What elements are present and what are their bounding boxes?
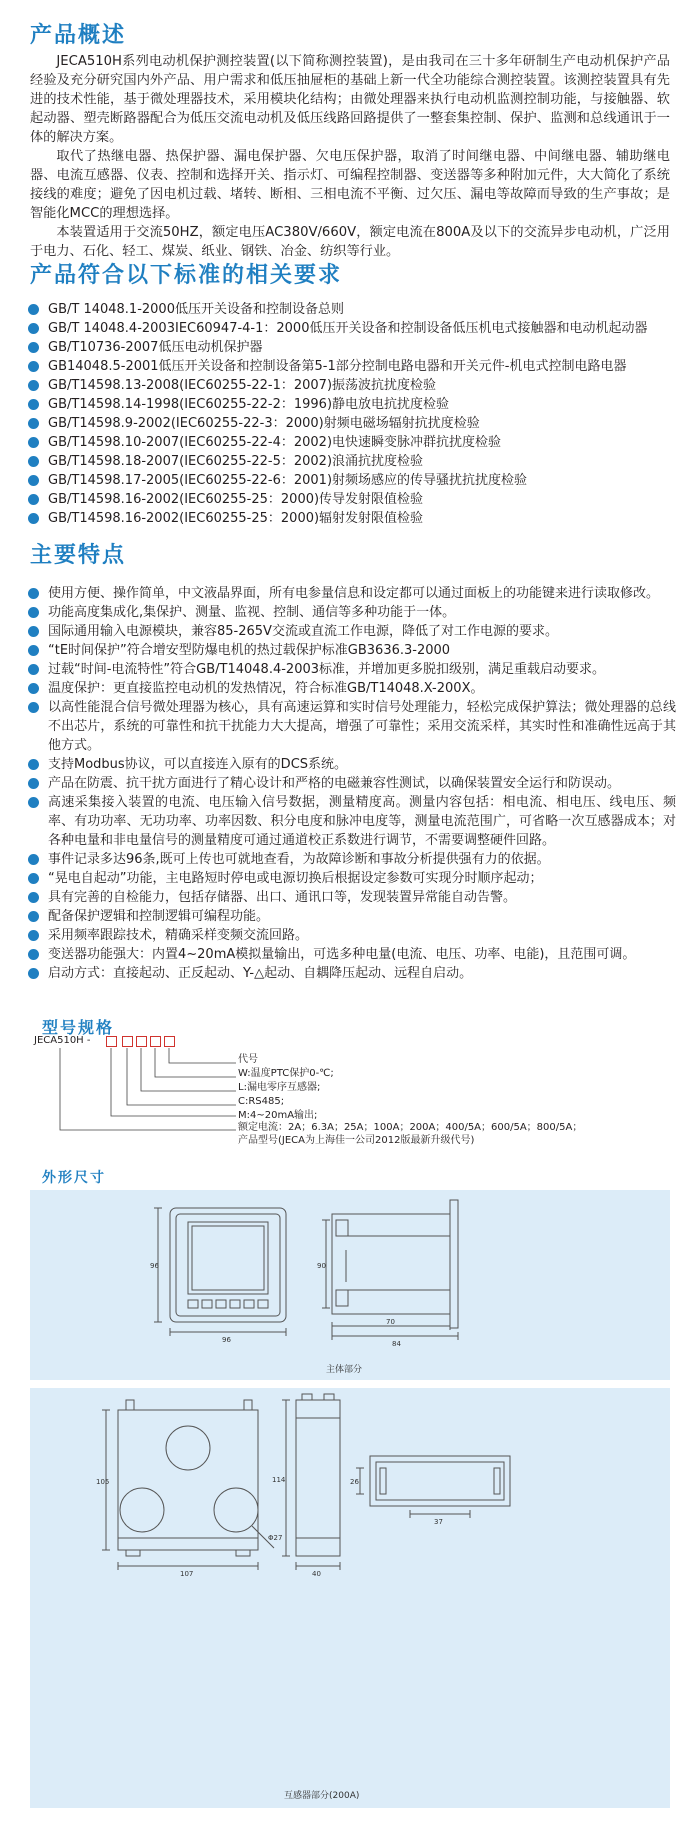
bullet-icon bbox=[28, 645, 39, 656]
bullet-icon bbox=[28, 968, 39, 979]
bullet-text: GB/T14598.16-2002(IEC60255-25：2000)传导发射限值检验 bbox=[48, 492, 424, 507]
bullet-icon bbox=[28, 513, 39, 524]
ct-drawing bbox=[30, 1388, 670, 1788]
bullet-text: 具有完善的自检能力，包括存储器、出口、通讯口等，发现装置异常能自动告警。 bbox=[48, 890, 517, 905]
bullet-icon bbox=[28, 437, 39, 448]
bullet-item bbox=[26, 622, 676, 641]
bullet-icon bbox=[28, 418, 39, 429]
dim-front-width: 96 bbox=[222, 1336, 231, 1344]
bullet-icon bbox=[28, 494, 39, 505]
bullet-item bbox=[26, 660, 676, 679]
dim-side-depth-2: 84 bbox=[392, 1340, 401, 1348]
bullet-text: GB/T14598.17-2005(IEC60255-22-6：2001)射频场感应的传导骚扰抗扰度检验 bbox=[48, 473, 528, 488]
bullet-item bbox=[26, 471, 676, 490]
bullet-text: 高速采集接入装置的电流、电压输入信号数据，测量精度高。测量内容包括：相电流、相电压、线电压、频率、有功功率、无功功率、功率因数、积分电度和脉冲电度等，测量电流范围广，可省略一次互感器成本；对各种电量和非电量信号的测量精度可通过通道校正系数进行调节，不需要调整硬件回路。 bbox=[48, 795, 676, 848]
dim-ct-end-width: 37 bbox=[434, 1518, 443, 1526]
bullet-icon bbox=[28, 607, 39, 618]
bullet-item bbox=[26, 907, 676, 926]
bullet-text: GB/T14598.13-2008(IEC60255-22-1：2007)振荡波抗扰度检验 bbox=[48, 378, 437, 393]
bullet-icon bbox=[28, 911, 39, 922]
bullet-item bbox=[26, 509, 676, 528]
overview-paragraph-3: 本装置适用于交流50HZ，额定电压AC380V/660V，额定电流在800A及以下的交流异步电动机，广泛用于电力、石化、轻工、煤炭、纸业、钢铁、冶金、纺织等行业。 bbox=[30, 225, 670, 259]
bullet-icon bbox=[28, 683, 39, 694]
dim-ct-side-width: 40 bbox=[312, 1570, 321, 1578]
bullet-icon bbox=[28, 304, 39, 315]
bullet-item bbox=[26, 452, 676, 471]
main-body-drawing-panel bbox=[30, 1190, 670, 1380]
bullet-text: GB/T14598.18-2007(IEC60255-22-5：2002)浪涌抗扰度检验 bbox=[48, 454, 424, 469]
dim-ct-hole: Φ27 bbox=[268, 1534, 283, 1542]
bullet-icon bbox=[28, 797, 39, 808]
dim-side-height: 90 bbox=[317, 1262, 326, 1270]
bullet-item bbox=[26, 793, 676, 850]
bullet-icon bbox=[28, 873, 39, 884]
bullet-icon bbox=[28, 361, 39, 372]
dim-ct-side-height: 114 bbox=[272, 1476, 286, 1484]
bullet-text: 支持Modbus协议，可以直接连入原有的DCS系统。 bbox=[48, 757, 348, 772]
bullet-text: 事件记录多达96条,既可上传也可就地查看，为故障诊断和事故分析提供强有力的依据。 bbox=[48, 852, 550, 867]
model-legend-line: C:RS485; bbox=[238, 1096, 285, 1107]
overview-paragraph-2: 取代了热继电器、热保护器、漏电保护器、欠电压保护器，取消了时间继电器、中间继电器、辅助继电器、电流互感器、仪表、控制和选择开关、指示灯、可编程控制器、变送器等多种附加元件，大大简化了系统接线的难度；避免了因电机过载、堵转、断相、三相电流不平衡、过欠压、漏电等故障而导致的生产事故；是智能化MCC的理想选择。 bbox=[30, 149, 670, 221]
main-body-caption: 主体部分 bbox=[326, 1365, 363, 1375]
bullet-item bbox=[26, 888, 676, 907]
model-prefix: JECA510H - bbox=[34, 1035, 91, 1046]
bullet-item bbox=[26, 584, 676, 603]
dim-ct-width: 107 bbox=[180, 1570, 194, 1578]
bullet-item bbox=[26, 319, 676, 338]
bullet-text: GB/T 14048.4-2003IEC60947-4-1：2000低压开关设备和控制设备低压机电式接触器和电动机起动器 bbox=[48, 321, 648, 336]
bullet-text: 温度保护：更直接监控电动机的发热情况，符合标准GB/T14048.X-200X。 bbox=[48, 681, 484, 696]
bullet-text: “晃电自起动”功能，主电路短时停电或电源切换后根据设定参数可实现分时顺序起动； bbox=[48, 871, 543, 886]
bullet-item bbox=[26, 698, 676, 755]
bullet-item bbox=[26, 850, 676, 869]
bullet-text: 配备保护逻辑和控制逻辑可编程功能。 bbox=[48, 909, 270, 924]
bullet-item bbox=[26, 490, 676, 509]
bullet-item bbox=[26, 603, 676, 622]
bullet-icon bbox=[28, 342, 39, 353]
overview-paragraph-1: JECA510H系列电动机保护测控装置(以下简称测控装置)，是由我司在三十多年研制生产电动机保护产品经验及充分研究国内外产品、用户需求和低压抽屉柜的基础上新一代全功能综合测控装置。该测控装置具有先进的技术性能，基于微处理器技术，采用模块化结构；由微处理器来执行电动机监测控制功能，与接触器、软起动器、塑壳断路器配合为低压交流电动机及低压线路回路提供了一整套集控制、保护、监测和总线通讯于一体的解决方案。 bbox=[30, 54, 670, 145]
bullet-icon bbox=[28, 626, 39, 637]
section-title-standards: 产品符合以下标准的相关要求 bbox=[30, 263, 343, 288]
bullet-text: GB14048.5-2001低压开关设备和控制设备第5-1部分控制电路电器和开关元件-机电式控制电路电器 bbox=[48, 359, 627, 374]
bullet-text: 以高性能混合信号微处理器为核心，具有高速运算和实时信号处理能力，轻松完成保护算法；微处理器的总线不出芯片，系统的可靠性和抗干扰能力大大提高，增强了可靠性；采用交流采样，其实时性和准确性远高于其他方式。 bbox=[48, 700, 676, 753]
dim-ct-end-height: 26 bbox=[350, 1478, 359, 1486]
bullet-icon bbox=[28, 892, 39, 903]
bullet-text: GB/T14598.10-2007(IEC60255-22-4：2002)电快速瞬变脉冲群抗扰度检验 bbox=[48, 435, 502, 450]
bullet-text: 采用频率跟踪技术，精确采样变频交流回路。 bbox=[48, 928, 309, 943]
standards-list bbox=[26, 300, 676, 528]
bullet-item bbox=[26, 414, 676, 433]
bullet-text: 变送器功能强大：内置4~20mA模拟量输出，可选多种电量(电流、电压、功率、电能)，且范围可调。 bbox=[48, 947, 636, 962]
bullet-icon bbox=[28, 702, 39, 713]
bullet-item bbox=[26, 376, 676, 395]
bullet-text: 功能高度集成化,集保护、测量、监视、控制、通信等多种功能于一体。 bbox=[48, 605, 456, 620]
bullet-text: 过载“时间-电流特性”符合GB/T14048.4-2003标准，并增加更多脱扣级别，满足重载启动要求。 bbox=[48, 662, 606, 677]
bullet-text: GB/T14598.14-1998(IEC60255-22-2：1996)静电放电抗扰度检验 bbox=[48, 397, 450, 412]
features-list bbox=[26, 584, 676, 983]
bullet-icon bbox=[28, 475, 39, 486]
bullet-item bbox=[26, 641, 676, 660]
bullet-icon bbox=[28, 456, 39, 467]
bullet-icon bbox=[28, 380, 39, 391]
bullet-icon bbox=[28, 949, 39, 960]
bullet-item bbox=[26, 300, 676, 319]
bullet-text: GB/T14598.9-2002(IEC60255-22-3：2000)射频电磁场辐射抗扰度检验 bbox=[48, 416, 480, 431]
model-legend-line: L:漏电零序互感器; bbox=[238, 1082, 321, 1093]
dim-ct-height: 105 bbox=[96, 1478, 110, 1486]
bullet-item bbox=[26, 357, 676, 376]
bullet-text: 使用方便、操作简单，中文液晶界面，所有电参量信息和设定都可以通过面板上的功能键来进行读取修改。 bbox=[48, 586, 660, 601]
section-title-dimensions: 外形尺寸 bbox=[42, 1170, 106, 1186]
bullet-icon bbox=[28, 759, 39, 770]
bullet-item bbox=[26, 869, 676, 888]
section-title-overview: 产品概述 bbox=[30, 23, 127, 48]
bullet-item bbox=[26, 395, 676, 414]
main-body-drawing bbox=[30, 1190, 670, 1380]
bullet-text: 启动方式：直接起动、正反起动、Y-△起动、自耦降压起动、远程自启动。 bbox=[48, 966, 473, 981]
bullet-text: GB/T 14048.1-2000低压开关设备和控制设备总则 bbox=[48, 302, 344, 317]
bullet-item bbox=[26, 338, 676, 357]
model-legend-line: M:4~20mA输出; bbox=[238, 1110, 318, 1121]
bullet-item bbox=[26, 679, 676, 698]
ct-drawing-panel bbox=[30, 1388, 670, 1808]
bullet-item bbox=[26, 945, 676, 964]
bullet-text: “tE时间保护”符合增安型防爆电机的热过载保护标准GB3636.3-2000 bbox=[48, 643, 451, 658]
bullet-icon bbox=[28, 854, 39, 865]
bullet-icon bbox=[28, 588, 39, 599]
bullet-item bbox=[26, 774, 676, 793]
bullet-item bbox=[26, 926, 676, 945]
bullet-text: 国际通用输入电源模块，兼容85-265V交流或直流工作电源，降低了对工作电源的要求。 bbox=[48, 624, 558, 639]
ct-caption: 互感器部分(200A) bbox=[284, 1791, 360, 1801]
bullet-icon bbox=[28, 323, 39, 334]
bullet-item bbox=[26, 964, 676, 983]
model-legend-line: 代号 bbox=[238, 1054, 258, 1065]
bullet-icon bbox=[28, 778, 39, 789]
bullet-item bbox=[26, 755, 676, 774]
bullet-text: GB/T14598.16-2002(IEC60255-25：2000)辐射发射限值检验 bbox=[48, 511, 424, 526]
bullet-icon bbox=[28, 930, 39, 941]
bullet-text: GB/T10736-2007低压电动机保护器 bbox=[48, 340, 263, 355]
section-title-model: 型号规格 bbox=[42, 1018, 115, 1037]
model-legend-line: 额定电流：2A；6.3A；25A；100A；200A；400/5A；600/5A；800/5A； bbox=[238, 1122, 583, 1133]
dim-side-depth-1: 70 bbox=[386, 1318, 395, 1326]
model-legend-line: W:温度PTC保护0-℃; bbox=[238, 1068, 334, 1079]
dim-front-height: 96 bbox=[150, 1262, 159, 1270]
model-legend-line: 产品型号(JECA为上海佳一公司2012版最新升级代号) bbox=[238, 1135, 475, 1146]
bullet-text: 产品在防震、抗干扰方面进行了精心设计和严格的电磁兼容性测试，以确保装置安全运行和防误动。 bbox=[48, 776, 621, 791]
bullet-item bbox=[26, 433, 676, 452]
bullet-icon bbox=[28, 399, 39, 410]
bullet-icon bbox=[28, 664, 39, 675]
section-title-features: 主要特点 bbox=[30, 543, 127, 568]
